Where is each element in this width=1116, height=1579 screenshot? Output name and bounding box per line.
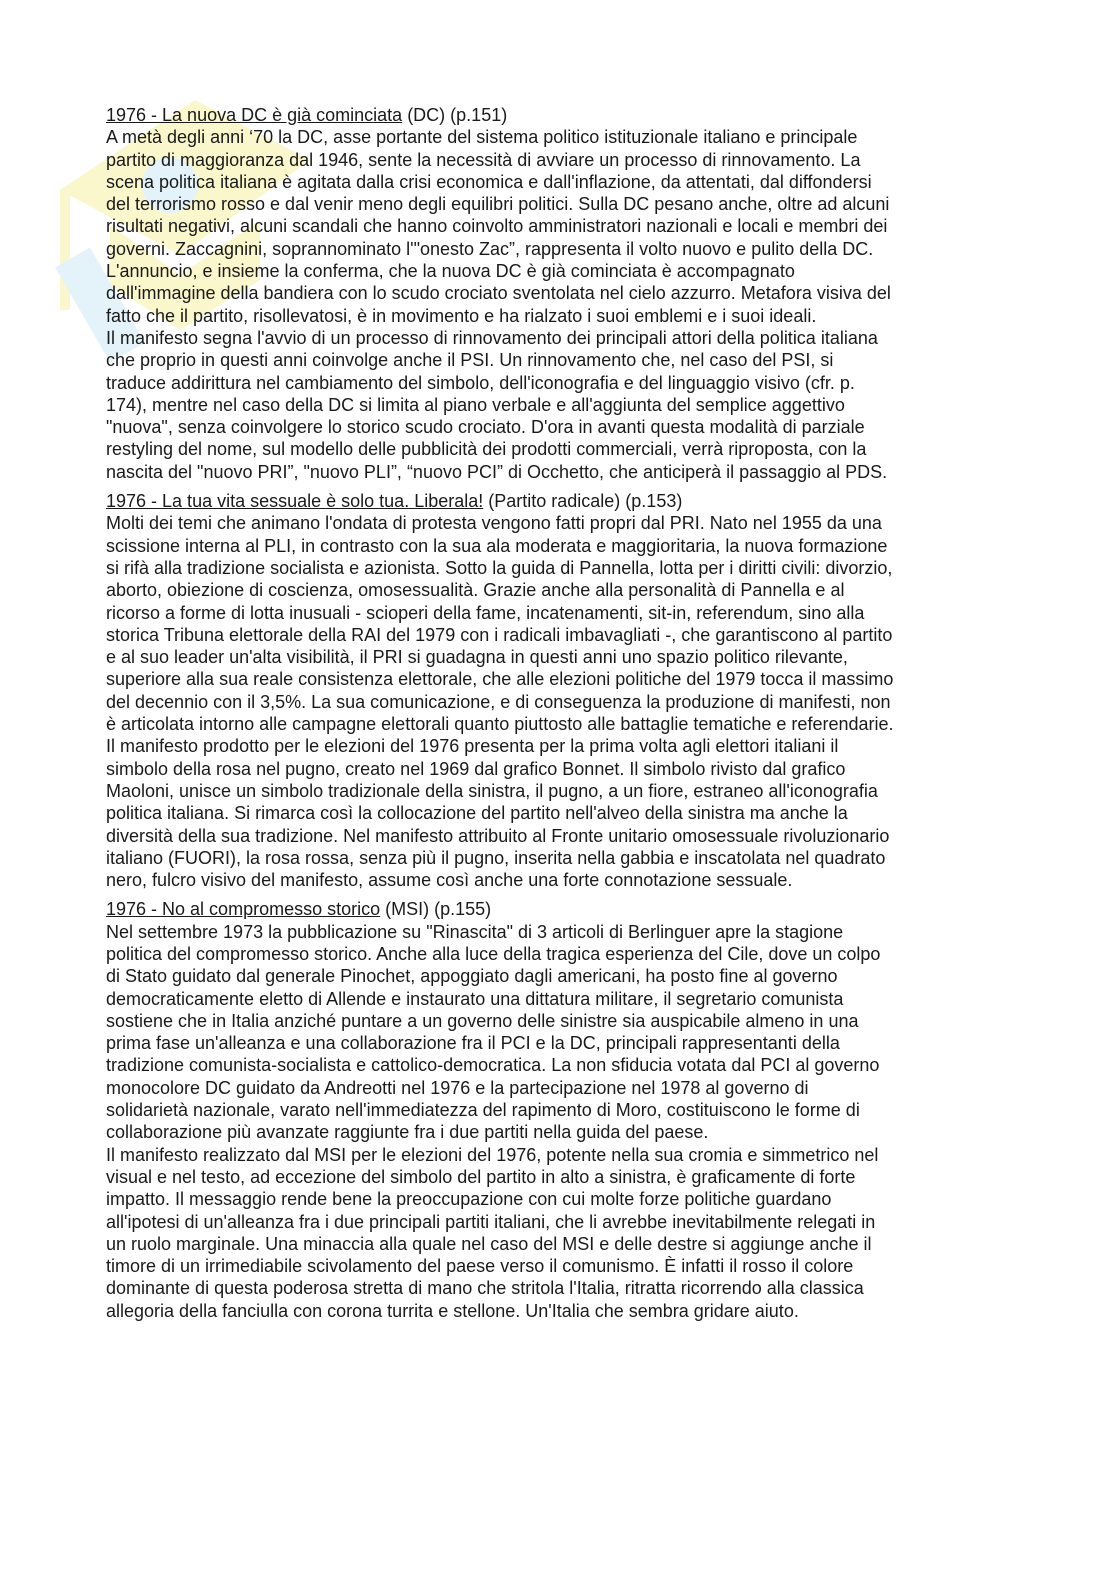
- text-line: tradizione comunista-socialista e cattolico-democratica. La non sfiducia votata dal PCI al governo: [106, 1055, 880, 1076]
- section-source: (Partito radicale) (p.153): [483, 491, 683, 512]
- text-line: ricorso a forme di lotta inusuali - scioperi della fame, incatenamenti, sit-in, referendum, sino alla: [106, 602, 865, 623]
- text-line: Molti dei temi che animano l'ondata di protesta vengono fatti propri dal PRI. Nato nel 1955 da una: [106, 513, 882, 534]
- text-line: Nel settembre 1973 la pubblicazione su "Rinascita" di 3 articoli di Berlinguer apre la stagione: [106, 921, 844, 942]
- article-section: [106, 490, 1006, 891]
- text-line: dominante di questa poderosa stretta di mano che stritola l'Italia, ritratta ricorrendo alla classica: [106, 1278, 864, 1299]
- text-line: scena politica italiana è agitata dalla crisi economica e dall'inflazione, da attentati, dal diffondersi: [106, 171, 872, 192]
- text-line: timore di un irrimediabile scivolamento del paese verso il comunismo. È infatti il rosso il colore: [106, 1256, 854, 1277]
- paragraph: [106, 512, 1006, 735]
- text-line: diversità della sua tradizione. Nel manifesto attribuito al Fronte unitario omosessuale rivoluzionario: [106, 825, 890, 846]
- section-source: (MSI) (p.155): [380, 899, 492, 920]
- text-line: è articolata intorno alle campagne elettorali quanto piuttosto alle battaglie tematiche e referendarie.: [106, 714, 894, 735]
- paragraph: [106, 735, 1006, 891]
- text-line: Il manifesto segna l'avvio di un processo di rinnovamento dei principali attori della politica italiana: [106, 327, 878, 348]
- text-line: Il manifesto realizzato dal MSI per le elezioni del 1976, potente nella sua cromia e simmetrico nel: [106, 1144, 879, 1165]
- text-line: simbolo della rosa nel pugno, creato nel 1969 dal grafico Bonnet. Il simbolo rivisto dal grafico: [106, 758, 846, 779]
- paragraph: [106, 921, 1006, 1144]
- text-line: nero, fulcro visivo del manifesto, assume così anche una forte connotazione sessuale.: [106, 870, 793, 891]
- text-line: traduce addirittura nel cambiamento del simbolo, dell'iconografia e del linguaggio visivo (cfr. p.: [106, 372, 855, 393]
- section-heading: [106, 898, 1006, 920]
- text-line: un ruolo marginale. Una minaccia alla quale nel caso del MSI e delle destre si aggiunge anche il: [106, 1233, 872, 1254]
- text-line: monocolore DC guidato da Andreotti nel 1976 e la partecipazione nel 1978 al governo di: [106, 1077, 809, 1098]
- section-title: 1976 - No al compromesso storico: [106, 899, 381, 920]
- text-line: democraticamente eletto di Allende e instaurato una dittatura militare, il segretario comunista: [106, 988, 844, 1009]
- text-line: solidarietà nazionale, varato nell'immediatezza del rapimento di Moro, costituiscono le forme di: [106, 1100, 860, 1121]
- text-line: L'annuncio, e insieme la conferma, che la nuova DC è già cominciata è accompagnato: [106, 261, 795, 282]
- text-line: "nuova", senza coinvolgere lo storico scudo crociato. D'ora in avanti questa modalità di parziale: [106, 417, 865, 438]
- article-section: [106, 104, 1006, 483]
- text-line: aborto, obiezione di coscienza, omosessualità. Grazie anche alla personalità di Pannella e al: [106, 580, 845, 601]
- text-line: partito di maggioranza dal 1946, sente la necessità di avviare un processo di rinnovamento. La: [106, 149, 861, 170]
- text-line: A metà degli anni ‘70 la DC, asse portante del sistema politico istituzionale italiano e principale: [106, 127, 858, 148]
- text-line: di Stato guidato dal generale Pinochet, appoggiato dagli americani, ha posto fine al governo: [106, 966, 838, 987]
- text-line: governi. Zaccagnini, soprannominato l'"onesto Zac”, rappresenta il volto nuovo e pulito della DC.: [106, 238, 874, 259]
- text-line: impatto. Il messaggio rende bene la preoccupazione con cui molte forze politiche guardano: [106, 1189, 832, 1210]
- text-line: storica Tribuna elettorale della RAI del 1979 con i radicali imbavagliati -, che garantiscono al partito: [106, 624, 893, 645]
- text-line: del decennio con il 3,5%. La sua comunicazione, e di conseguenza la produzione di manifesti, non: [106, 691, 891, 712]
- text-line: politica italiana. Si rimarca così la collocazione del partito nell'alveo della sinistra ma anche la: [106, 803, 848, 824]
- text-line: fatto che il partito, risollevatosi, è in movimento e ha rialzato i suoi emblemi e i suoi ideali.: [106, 305, 817, 326]
- text-line: si rifà alla tradizione socialista e azionista. Sotto la guida di Pannella, lotta per i diritti civili: divorzio,: [106, 557, 893, 578]
- text-line: sostiene che in Italia anziché puntare a un governo delle sinistre sia auspicabile almeno in una: [106, 1010, 859, 1031]
- text-line: 174), mentre nel caso della DC si limita al piano verbale e all'aggiunta del semplice aggettivo: [106, 394, 845, 415]
- text-line: prima fase un'alleanza e una collaborazione fra il PCI e la DC, principali rappresentanti della: [106, 1033, 840, 1054]
- section-heading: [106, 104, 1006, 126]
- paragraph: [106, 126, 1006, 327]
- document-body: [106, 104, 1006, 1329]
- text-line: visual e nel testo, ad eccezione del simbolo del partito in alto a sinistra, è graficamente di forte: [106, 1166, 856, 1187]
- text-line: Il manifesto prodotto per le elezioni del 1976 presenta per la prima volta agli elettori italiani il: [106, 736, 839, 757]
- text-line: nascita del "nuovo PRI”, "nuovo PLI”, “nuovo PCI” di Occhetto, che anticiperà il passaggio al PDS.: [106, 461, 888, 482]
- paragraph: [106, 1144, 1006, 1322]
- text-line: collaborazione più avanzate raggiunte fra i due partiti nella guida del paese.: [106, 1122, 709, 1143]
- section-source: (DC) (p.151): [402, 105, 508, 125]
- paragraph: [106, 327, 1006, 483]
- text-line: superiore alla sua reale consistenza elettorale, che alle elezioni politiche del 1979 tocca il massimo: [106, 669, 894, 690]
- text-line: allegoria della fanciulla con corona turrita e stellone. Un'Italia che sembra gridare aiuto.: [106, 1300, 799, 1321]
- section-title: 1976 - La nuova DC è già cominciata: [106, 105, 403, 125]
- text-line: politica del compromesso storico. Anche alla luce della tragica esperienza del Cile, dove un colpo: [106, 943, 881, 964]
- text-line: del terrorismo rosso e dal venir meno degli equilibri politici. Sulla DC pesano anche, oltre ad alcuni: [106, 194, 890, 215]
- section-heading: [106, 490, 1006, 512]
- text-line: all'ipotesi di un'alleanza fra i due principali partiti italiani, che li avrebbe inevitabilmente relegati in: [106, 1211, 876, 1232]
- text-line: scissione interna al PLI, in contrasto con la sua ala moderata e maggioritaria, la nuova formazione: [106, 535, 888, 556]
- text-line: restyling del nome, sul modello delle pubblicità dei prodotti commerciali, verrà riproposta, con la: [106, 439, 867, 460]
- text-line: dall'immagine della bandiera con lo scudo crociato sventolata nel cielo azzurro. Metafora visiva del: [106, 283, 891, 304]
- text-line: e al suo leader un'alta visibilità, il PRI si guadagna in questi anni uno spazio politico rilevante,: [106, 647, 848, 668]
- text-line: Maoloni, unisce un simbolo tradizionale della sinistra, il pugno, a un fiore, estraneo all'iconografia: [106, 780, 878, 801]
- text-line: italiano (FUORI), la rosa rossa, senza più il pugno, inserita nella gabbia e inscatolata nel quadrato: [106, 847, 886, 868]
- text-line: che proprio in questi anni coinvolge anche il PSI. Un rinnovamento che, nel caso del PSI, si: [106, 350, 834, 371]
- article-section: [106, 898, 1006, 1322]
- section-title: 1976 - La tua vita sessuale è solo tua. Liberala!: [106, 491, 484, 512]
- text-line: risultati negativi, alcuni scandali che hanno coinvolto amministratori nazionali e locali e membri dei: [106, 216, 888, 237]
